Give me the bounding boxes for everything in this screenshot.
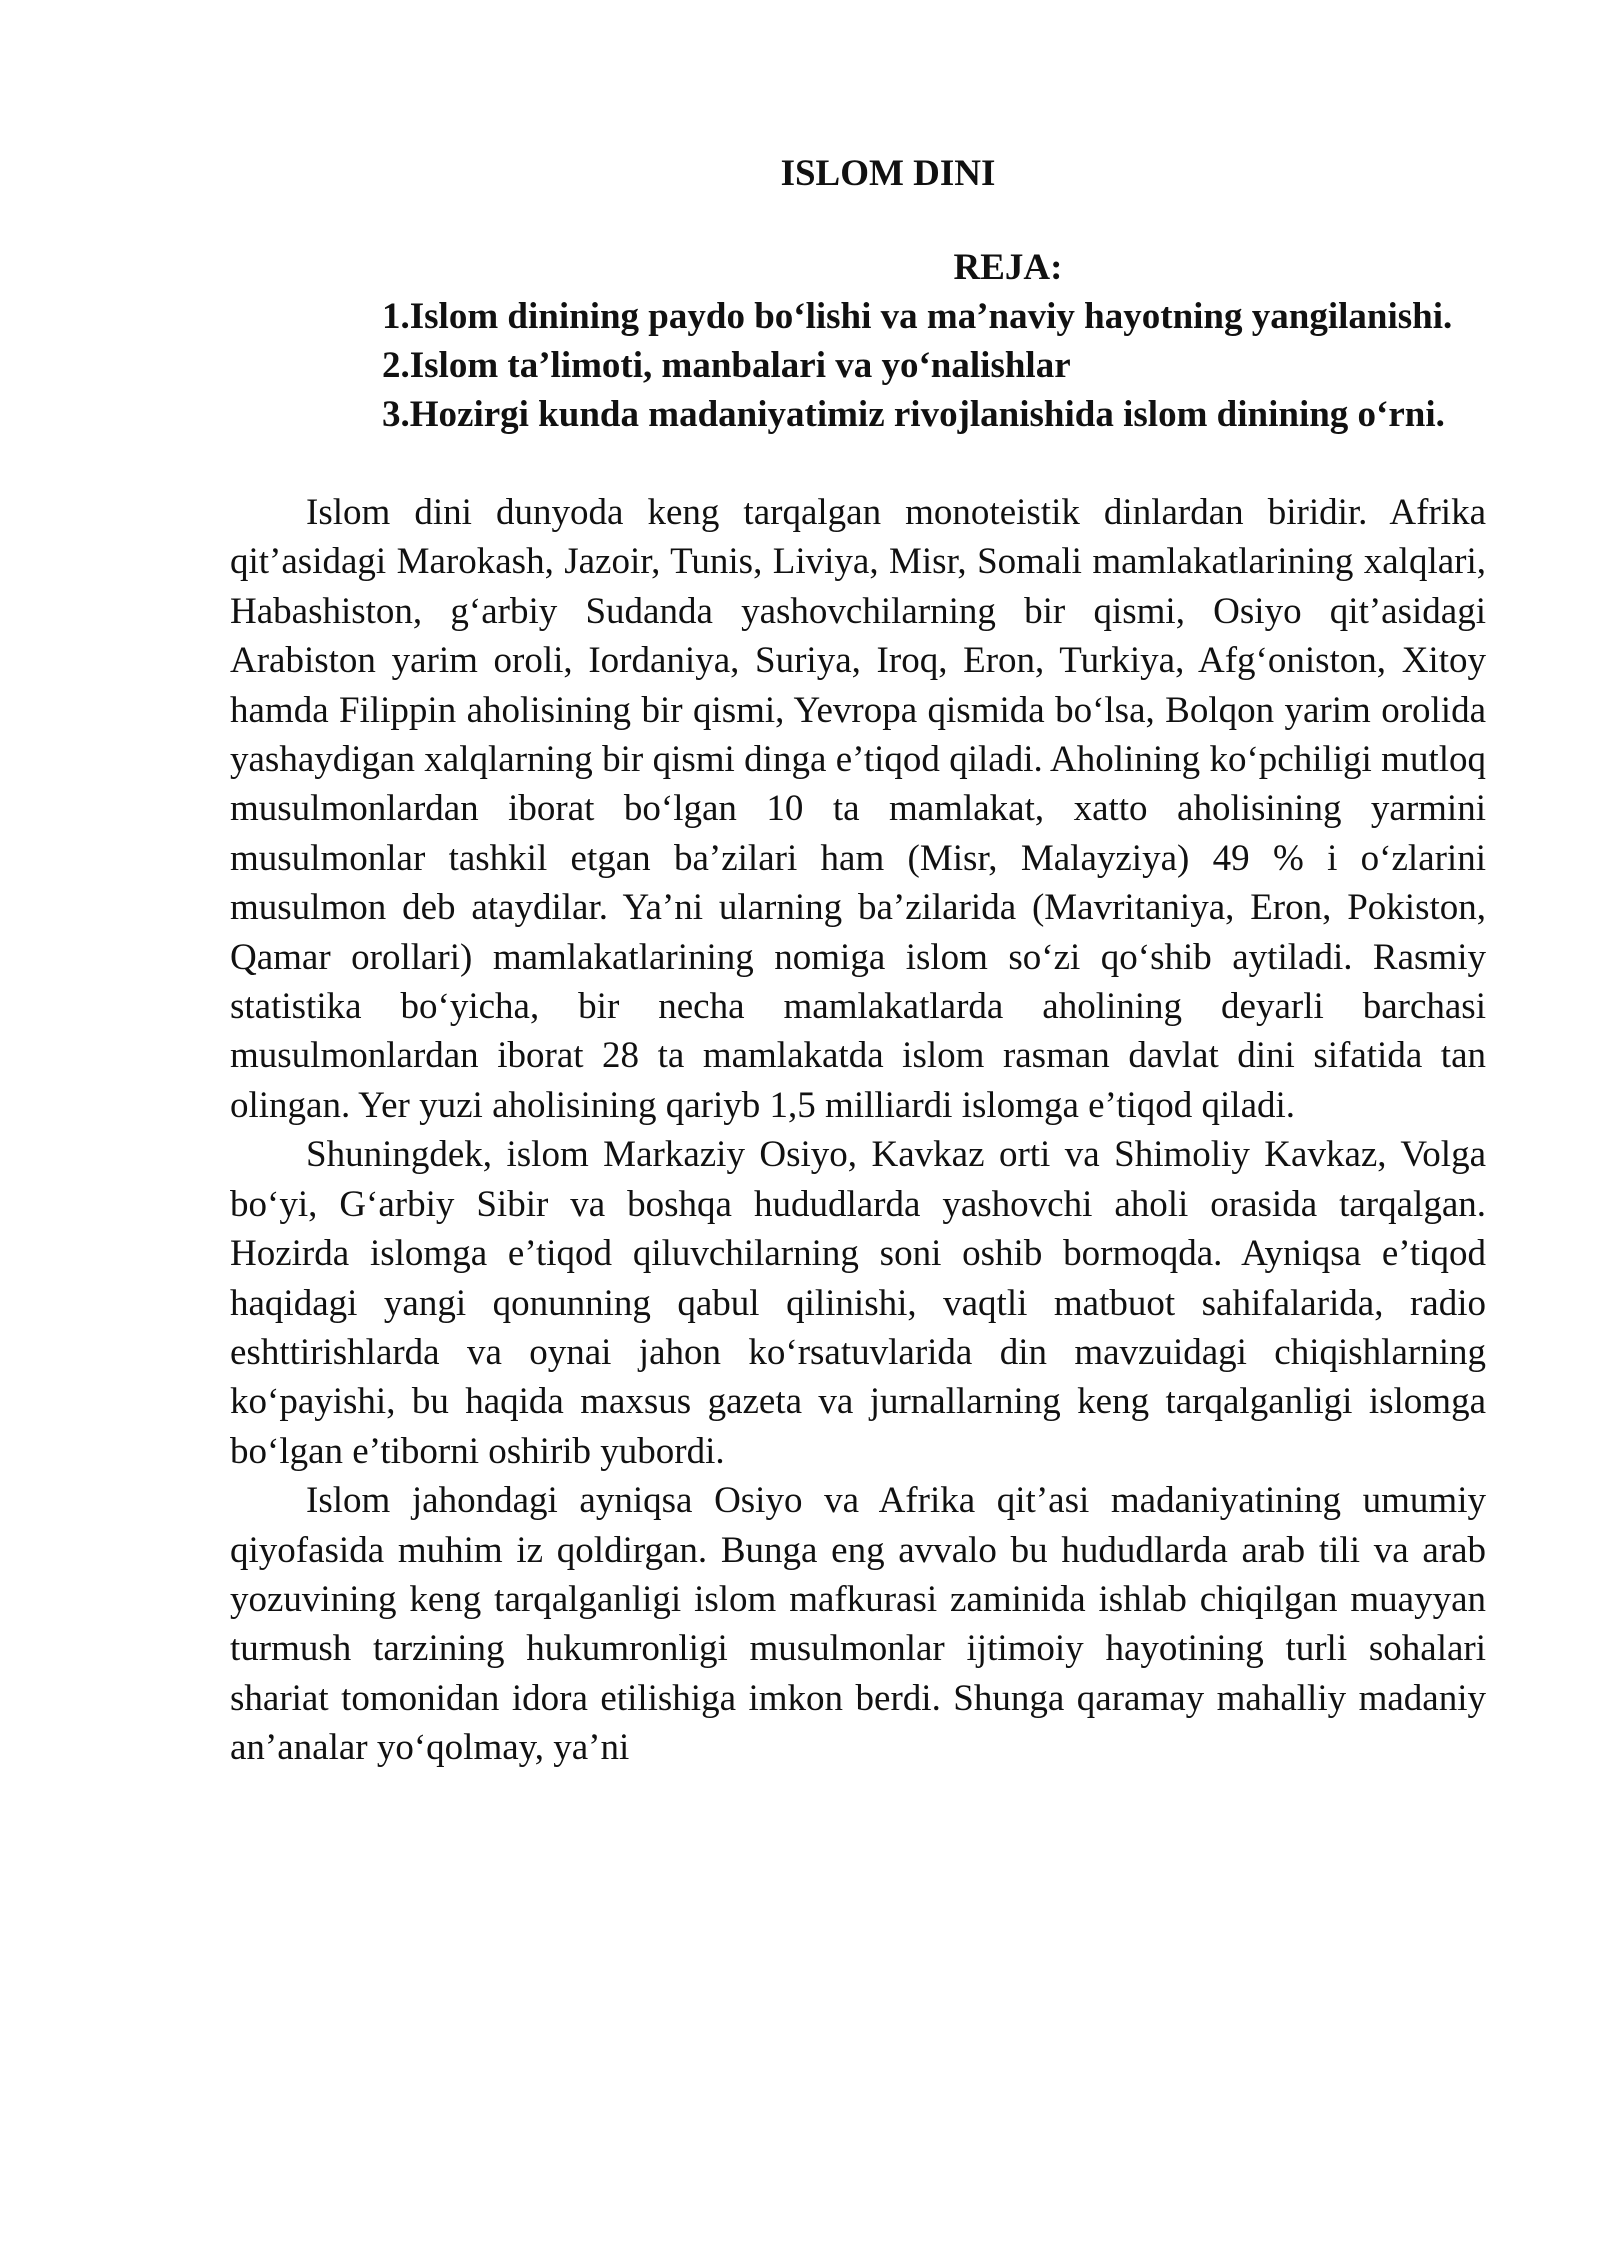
- plan-heading: REJA:: [953, 247, 1063, 288]
- plan-item: [230, 390, 1486, 439]
- body-paragraph: Islom dini dunyoda keng tarqalgan monoteistik dinlardan biridir. Afrika qit’asidagi Marokash, Jazoir, Tunis, Liviya, Misr, Somali mamlakatlarining xalqlari, Habashiston, g‘arbiy Sudanda yashovchilarning bir qismi, Osiyo qit’asidagi Arabiston yarim oroli, Iordaniya, Suriya, Iroq, Eron, Turkiya, Afg‘oniston, Xitoy hamda Filippin aholisining bir qismi, Yevropa qismida bo‘lsa, Bolqon yarim orolida yashaydigan xalqlarning bir qismi dinga e’tiqod qiladi. Aholining ko‘pchiligi mutloq musulmonlardan iborat bo‘lgan 10 ta mamlakat, xatto aholisining yarmini musulmonlar tashkil etgan ba’zilari ham (Misr, Malayziya) 49 % i o‘zlarini musulmon deb ataydilar. Ya’ni ularning ba’zilarida (Mavritaniya, Eron, Pokiston, Qamar orollari) mamlakatlarining nomiga islom so‘zi qo‘shib aytiladi. Rasmiy statistika bo‘yicha, bir necha mamlakatlarda aholining deyarli barchasi musulmonlardan iborat 28 ta mamlakatda islom rasman davlat dini sifatida tan olingan. Yer yuzi aholisining qariyb 1,5 milliardi islomga e’tiqod qiladi.: [230, 492, 1486, 1126]
- plan-item: [230, 341, 1486, 390]
- document-page: [230, 150, 1486, 1773]
- document-title: ISLOM DINI: [780, 153, 996, 194]
- plan-item-text: Hozirgi kunda madaniyatimiz rivojlanishida islom dinining o‘rni.: [409, 394, 1445, 435]
- body-text: [230, 488, 1486, 1773]
- body-paragraph: Islom jahondagi ayniqsa Osiyo va Afrika qit’asi madaniyatining umumiy qiyofasida muhim iz qoldirgan. Bunga eng avvalo bu hududlarda arab tili va arab yozuvining keng tarqalganligi islom mafkurasi zaminida ishlab chiqilgan muayyan turmush tarzining hukumronligi musulmonlar ijtimoiy hayotining turli sohalari shariat tomonidan idora etilishiga imkon berdi. Shunga qaramay mahalliy madaniy an’analar yo‘qolmay, ya’ni: [230, 1480, 1486, 1769]
- plan-item-number: 3.: [382, 394, 410, 435]
- body-paragraph: Shuningdek, islom Markaziy Osiyo, Kavkaz orti va Shimoliy Kavkaz, Volga bo‘yi, G‘arbiy Sibir va boshqa hududlarda yashovchi aholi orasida tarqalgan. Hozirda islomga e’tiqod qiluvchilarning soni oshib bormoqda. Ayniqsa e’tiqod haqidagi yangi qonunning qabul qilinishi, vaqtli matbuot sahifalarida, radio eshttirishlarda va oynai jahon ko‘rsatuvlarida din mavzuidagi chiqishlarning ko‘payishi, bu haqida maxsus gazeta va jurnallarning keng tarqalganligi islomga bo‘lgan e’tiborni oshirib yubordi.: [230, 1134, 1486, 1472]
- plan-item: [230, 292, 1486, 341]
- plan-item-text: Islom ta’limoti, manbalari va yo‘nalishlar: [409, 345, 1071, 386]
- plan-item-number: 2.: [382, 345, 410, 386]
- plan-list: [230, 292, 1486, 439]
- plan-item-number: 1.: [382, 296, 410, 337]
- plan-item-text: Islom dinining paydo bo‘lishi va ma’naviy hayotning yangilanishi.: [409, 296, 1453, 337]
